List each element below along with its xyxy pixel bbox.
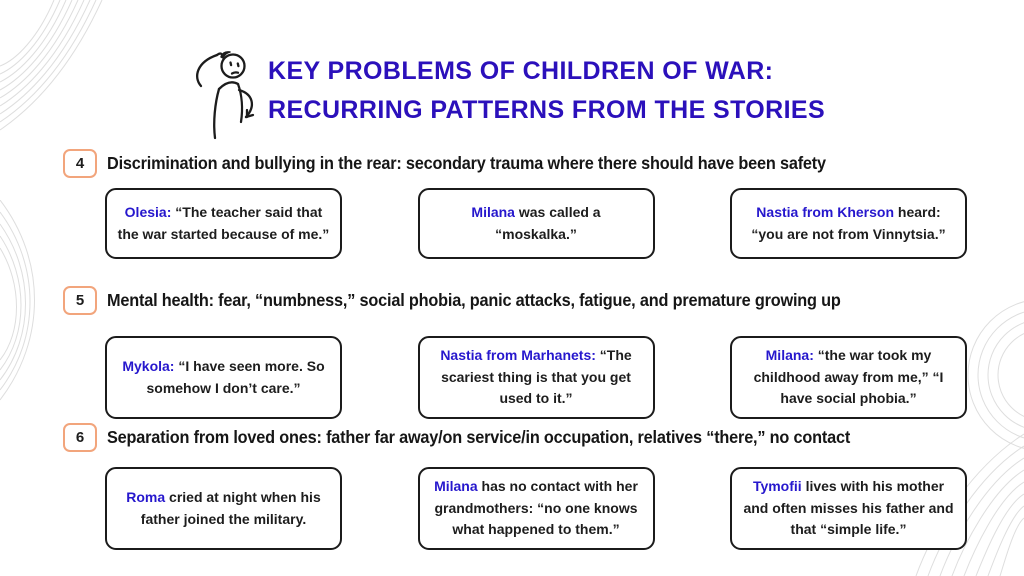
quote-body: “The teacher said that the war started because of me.” [117, 203, 330, 242]
section-header-5 [63, 286, 896, 315]
swirl-decoration-top-left [0, 0, 150, 150]
quote-box [418, 336, 655, 419]
section-heading: Mental health: fear, “numbness,” social phobia, panic attacks, fatigue, and premature growing up [107, 290, 841, 310]
quote-row-3 [105, 467, 967, 550]
quote-author: Mykola: [122, 357, 175, 374]
quote-author: Milana: [765, 347, 814, 363]
quote-row-1 [105, 188, 967, 259]
quote-body: “The scariest thing is that you get used to it.” [441, 347, 632, 407]
quote-text [430, 476, 643, 541]
thinking-person-icon [192, 47, 260, 141]
quote-body: “the war took my childhood away from me,” “I have social phobia.” [753, 347, 944, 407]
quote-text [117, 356, 330, 399]
quote-body: cried at night when his father joined the military. [140, 488, 321, 527]
quote-author: Milana [471, 203, 515, 220]
section-number-badge: 5 [63, 286, 97, 315]
page-title [268, 52, 825, 130]
quote-author: Nastia from Kherson [756, 203, 894, 220]
quote-box [730, 467, 967, 550]
quote-box [730, 188, 967, 259]
section-number-badge: 6 [63, 423, 97, 452]
quote-box [730, 336, 967, 419]
quote-box [105, 188, 342, 259]
quote-text [117, 487, 330, 530]
quote-body: was called a “moskalka.” [495, 203, 601, 242]
quote-box [105, 467, 342, 550]
section-heading: Discrimination and bullying in the rear: secondary trauma where there should have been safety [107, 153, 826, 173]
quote-author: Olesia: [124, 203, 172, 220]
quote-text [430, 345, 643, 410]
quote-text [742, 476, 955, 541]
page-title-line2: RECURRING PATTERNS FROM THE STORIES [268, 96, 826, 124]
quote-text [430, 202, 643, 245]
section-header-4 [63, 149, 880, 178]
quote-author: Milana [434, 478, 478, 494]
quote-box [105, 336, 342, 419]
quote-box [418, 467, 655, 550]
section-header-6 [63, 423, 906, 452]
section-number-badge: 4 [63, 149, 97, 178]
section-heading: Separation from loved ones: father far away/on service/in occupation, relatives “there,” no contact [107, 427, 851, 447]
quote-body: heard: “you are not from Vinnytsia.” [751, 203, 946, 242]
quote-author: Roma [126, 488, 166, 505]
quote-body: “I have seen more. So somehow I don’t care.” [146, 357, 325, 396]
quote-text [117, 202, 330, 245]
quote-author: Nastia from Marhanets: [440, 347, 596, 363]
quote-text [742, 202, 955, 245]
quote-body: lives with his mother and often misses his father and that “simple life.” [743, 478, 954, 538]
quote-box [418, 188, 655, 259]
quote-author: Tymofii [752, 478, 802, 494]
quote-row-2 [105, 336, 967, 419]
quote-text [742, 345, 955, 410]
page-title-line1: KEY PROBLEMS OF CHILDREN OF WAR: [268, 57, 774, 85]
quote-body: has no contact with her grandmothers: “no one knows what happened to them.” [434, 478, 638, 538]
